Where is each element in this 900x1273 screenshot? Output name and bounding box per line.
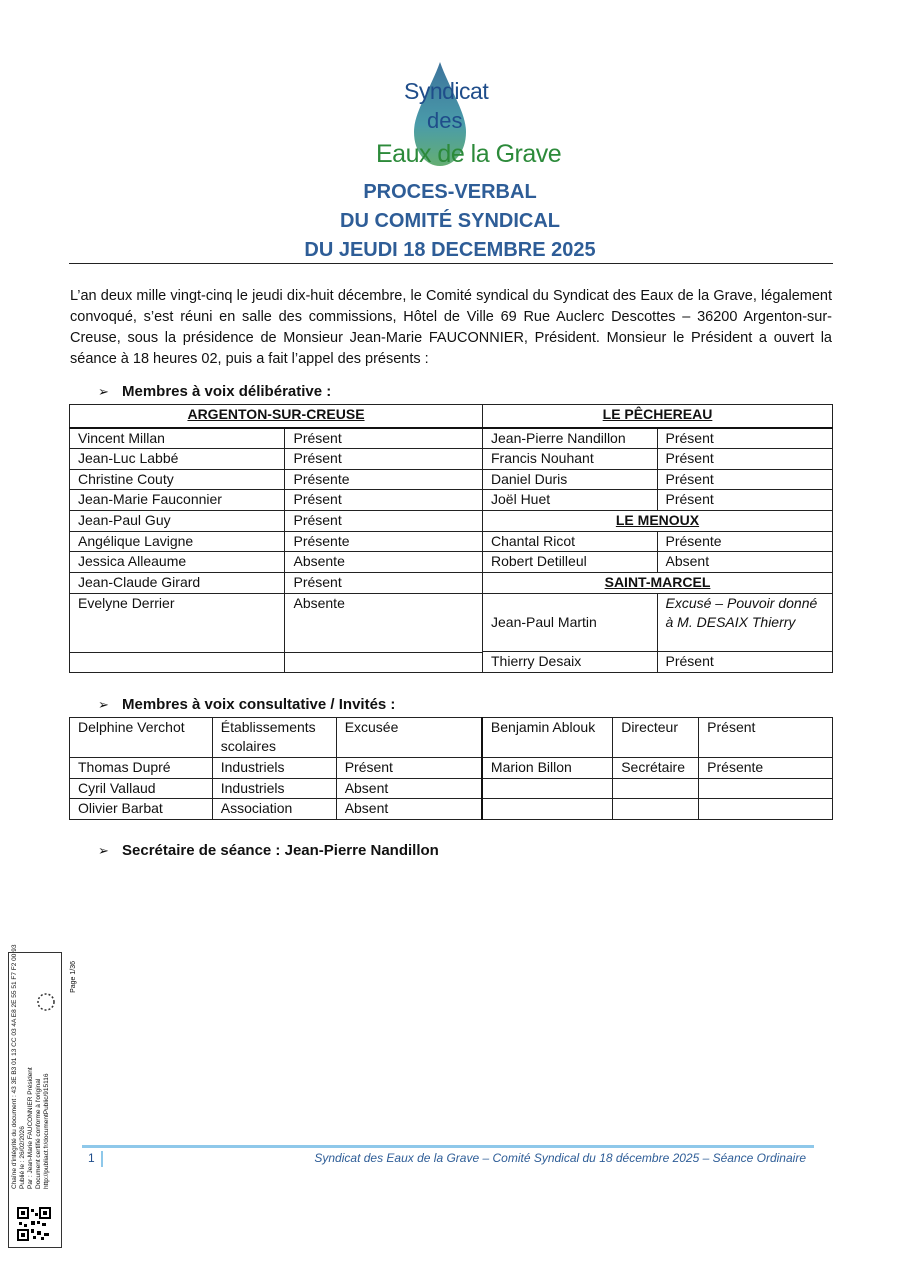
member-name: Robert Detilleul bbox=[483, 552, 658, 573]
table-row bbox=[70, 573, 483, 594]
arrow-bullet-icon: ➢ bbox=[98, 843, 109, 858]
section-heading-secretary bbox=[98, 842, 439, 859]
intro-paragraph: L’an deux mille vingt-cinq le jeudi dix-huit décembre, le Comité syndical du Syndicat des Eaux de la Grave, légalement convoqué, s’est réuni en salle des commissions, Hôtel de Ville 69 Rue Auclerc Descottes – 36200 Argenton-sur-Creuse, sous la présidence de Monsieur Jean-Marie FAUCONNIER, Président. Monsieur le Président a ouvert la séance à 18 heures 02, puis a fait l’appel des présents : bbox=[70, 288, 832, 367]
table-row bbox=[483, 449, 833, 470]
member-status: Présent bbox=[657, 652, 833, 673]
stamp-line: http://publiact.fr/documentPublic/915116 bbox=[43, 1073, 50, 1189]
section-heading-deliberative bbox=[98, 383, 331, 400]
table-row bbox=[70, 449, 483, 470]
member-name: Evelyne Derrier bbox=[70, 594, 285, 653]
table-row bbox=[70, 758, 833, 779]
member-name: Daniel Duris bbox=[483, 470, 658, 490]
member-status: Présent bbox=[285, 449, 483, 470]
stamp-line: Chaîne d'intégrité du document : 43 3E B3 01 13 CC 03 4A E8 2E 55 51 F7 F2 00 93 bbox=[11, 944, 18, 1189]
table-header: SAINT-MARCEL bbox=[483, 573, 833, 594]
member-name: Vincent Millan bbox=[70, 428, 285, 449]
section-label: Membres à voix consultative / Invités : bbox=[122, 696, 396, 713]
section-label: Membres à voix délibérative : bbox=[122, 383, 332, 400]
member-name: Jean-Paul Martin bbox=[483, 594, 658, 652]
member-status: Présent bbox=[657, 470, 833, 490]
member-status: Présent bbox=[285, 428, 483, 449]
table-row bbox=[483, 652, 833, 673]
guest-role: Directeur bbox=[613, 718, 699, 758]
guest-role: Établissements scolaires bbox=[212, 718, 336, 758]
member-name: Jean-Pierre Nandillon bbox=[483, 428, 658, 449]
member-status: Excusé – Pouvoir donné à M. DESAIX Thierry bbox=[657, 594, 833, 652]
guest-name: Delphine Verchot bbox=[70, 718, 213, 758]
member-name: Jean-Luc Labbé bbox=[70, 449, 285, 470]
logo-line-2: des bbox=[427, 108, 463, 133]
secretary-label: Secrétaire de séance : Jean-Pierre Nandillon bbox=[122, 842, 439, 859]
member-name: Jessica Alleaume bbox=[70, 552, 285, 573]
table-header: LE MENOUX bbox=[483, 511, 833, 532]
table-row bbox=[70, 779, 833, 799]
guest-status: Présent bbox=[699, 718, 833, 758]
table-row bbox=[483, 594, 833, 652]
title-line-3: DU JEUDI 18 DECEMBRE 2025 bbox=[304, 239, 596, 261]
guest-status: Absent bbox=[336, 779, 482, 799]
title-line-1: PROCES-VERBAL bbox=[363, 181, 537, 203]
page-title bbox=[0, 178, 900, 265]
table-row bbox=[70, 799, 833, 820]
member-status: Présent bbox=[657, 490, 833, 511]
member-name: Chantal Ricot bbox=[483, 532, 658, 552]
arrow-bullet-icon: ➢ bbox=[98, 697, 109, 712]
table-row bbox=[483, 470, 833, 490]
stamp-line: Par : Jean-Marie FAUCONNIER Président bbox=[27, 1067, 34, 1189]
footer-page-number: 1 bbox=[88, 1151, 103, 1167]
footer-rule bbox=[82, 1145, 814, 1148]
member-status: Présent bbox=[285, 573, 483, 594]
stamp-line: Document certifié conforme à l'original bbox=[35, 1078, 42, 1189]
table-row bbox=[70, 470, 483, 490]
member-name: Jean-Marie Fauconnier bbox=[70, 490, 285, 511]
table-row bbox=[483, 532, 833, 552]
footer-text: Syndicat des Eaux de la Grave – Comité Syndical du 18 décembre 2025 – Séance Ordinaire bbox=[314, 1151, 806, 1165]
guest-name: Marion Billon bbox=[482, 758, 613, 779]
guest-status: Présente bbox=[699, 758, 833, 779]
table-row bbox=[70, 552, 483, 573]
table-row bbox=[70, 428, 483, 449]
arrow-bullet-icon: ➢ bbox=[98, 384, 109, 399]
member-name: Jean-Paul Guy bbox=[70, 511, 285, 532]
table-header: ARGENTON-SUR-CREUSE bbox=[70, 405, 483, 428]
guest-role: Industriels bbox=[212, 779, 336, 799]
section-heading-consultative bbox=[98, 696, 395, 713]
member-name: Jean-Claude Girard bbox=[70, 573, 285, 594]
member-status: Présent bbox=[657, 449, 833, 470]
member-name: Francis Nouhant bbox=[483, 449, 658, 470]
argenton-table bbox=[69, 404, 483, 673]
member-status: Présent bbox=[285, 511, 483, 532]
logo-line-1: Syndicat bbox=[404, 78, 489, 104]
title-divider bbox=[69, 263, 833, 264]
guest-role: Industriels bbox=[212, 758, 336, 779]
table-row bbox=[70, 511, 483, 532]
member-status: Absente bbox=[285, 594, 483, 653]
stamp-text bbox=[11, 944, 51, 1189]
member-name: Angélique Lavigne bbox=[70, 532, 285, 552]
table-row bbox=[70, 594, 483, 653]
guest-status: Excusée bbox=[336, 718, 482, 758]
logo bbox=[370, 60, 562, 175]
guest-status: Absent bbox=[336, 799, 482, 820]
guest-name: Benjamin Ablouk bbox=[482, 718, 613, 758]
member-name: Christine Couty bbox=[70, 470, 285, 490]
logo-line-3: Eaux de la Grave bbox=[376, 140, 562, 168]
table-row bbox=[70, 490, 483, 511]
guest-name: Olivier Barbat bbox=[70, 799, 213, 820]
table-header: LE PÊCHEREAU bbox=[483, 405, 833, 428]
table-row bbox=[70, 653, 483, 673]
title-line-2: DU COMITÉ SYNDICAL bbox=[340, 210, 560, 232]
stamp-page: Page 1/36 bbox=[70, 961, 77, 993]
guest-role: Association bbox=[212, 799, 336, 820]
qr-code-icon[interactable] bbox=[17, 1207, 51, 1241]
table-row bbox=[483, 552, 833, 573]
table-row bbox=[483, 490, 833, 511]
table-row bbox=[70, 718, 833, 758]
member-status: Présente bbox=[285, 532, 483, 552]
guest-role: Secrétaire bbox=[613, 758, 699, 779]
member-name: Joël Huet bbox=[483, 490, 658, 511]
member-status: Présent bbox=[657, 428, 833, 449]
member-status: Absente bbox=[285, 552, 483, 573]
guest-status: Présent bbox=[336, 758, 482, 779]
guest-name: Thomas Dupré bbox=[70, 758, 213, 779]
guest-name: Cyril Vallaud bbox=[70, 779, 213, 799]
table-row bbox=[483, 428, 833, 449]
stamp-line: Publié le : 26/02/2026 bbox=[19, 1126, 26, 1189]
communes-table bbox=[482, 404, 833, 673]
member-status: Présente bbox=[285, 470, 483, 490]
member-status: Présent bbox=[285, 490, 483, 511]
integrity-stamp bbox=[8, 944, 77, 1248]
member-name: Thierry Desaix bbox=[483, 652, 658, 673]
member-status: Présente bbox=[657, 532, 833, 552]
consultative-table bbox=[69, 717, 833, 820]
table-row bbox=[70, 532, 483, 552]
member-status: Absent bbox=[657, 552, 833, 573]
